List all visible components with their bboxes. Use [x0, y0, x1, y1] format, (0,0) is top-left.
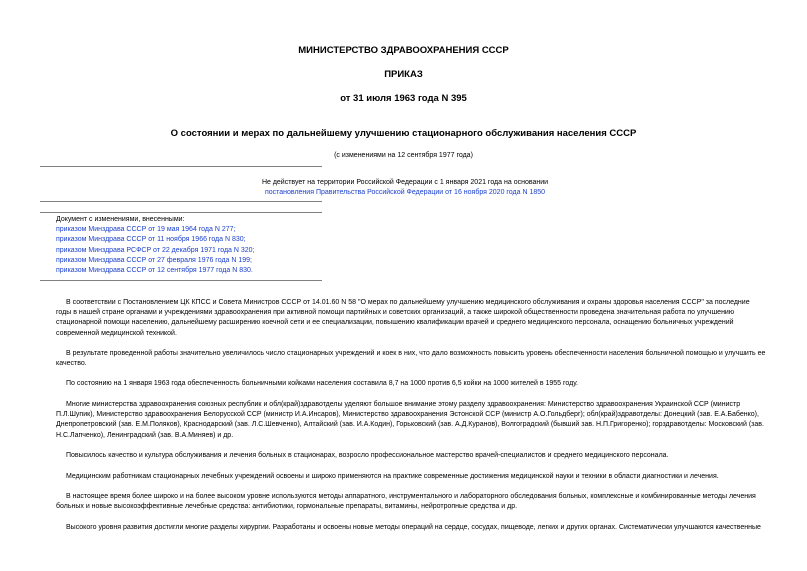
amendment-note: (с изменениями на 12 сентября 1977 года) — [334, 152, 473, 159]
paragraph-line: В соответствии с Постановлением ЦК КПСС и Совета Министров СССР от 14.01.60 N 58 "О мерах по дальнейшему улучшению медицинского обслуживания и охраны здоровья населения СССР" за последние — [66, 299, 750, 306]
document-type: ПРИКАЗ — [384, 69, 423, 80]
paragraph-line: больных и новые высокоэффективные лечебные средства: антибиотики, гормональные препараты, витамины, нейротропные средства и др. — [56, 503, 518, 511]
change-link[interactable]: приказом Минздрава СССР от 11 ноября 1966 года N 830; — [56, 236, 246, 244]
separator-top — [40, 166, 322, 167]
paragraph-line: годы в нашей стране органами и учреждениями здравоохранения при активной помощи партийных и советских организаций, а также широкой общественности проведена значительная работа по улучшению — [56, 309, 735, 317]
change-link[interactable]: приказом Минздрава СССР от 27 февраля 1976 года N 199; — [56, 256, 252, 264]
paragraph-line: Повысилось качество и культура обслуживания и лечения больных в стационарах, возросло профессиональное мастерство врачей-специалистов и среднего медицинского персонала. — [66, 452, 669, 459]
paragraph-line: Н.С.Лапченко), Ленинградский (зав. В.А.Миняев) и др. — [56, 431, 234, 439]
change-link[interactable]: приказом Минздрава РСФСР от 22 декабря 1971 года N 320; — [56, 246, 255, 254]
body-paragraph — [56, 298, 807, 339]
paragraph-line: По состоянию на 1 января 1963 года обеспеченность больничными койками населения составила 8,7 на 1000 против 6,5 койки на 1000 жителей в 1955 году. — [66, 380, 578, 387]
body-paragraph — [56, 349, 807, 369]
document-title: О состоянии и мерах по дальнейшему улучшению стационарного обслуживания населения СССР — [170, 128, 637, 139]
body-paragraph — [56, 492, 807, 512]
separator-changes — [40, 212, 322, 213]
body-paragraph — [56, 523, 807, 533]
separator-middle — [40, 201, 322, 202]
validity-notice — [180, 178, 630, 198]
paragraph-line: Высокого уровня развития достигли многие разделы хирургии. Разработаны и освоены новые методы операций на сердце, сосудах, пищеводе, легких и других органах. Систематически улучшаются качественные — [66, 524, 761, 531]
body-paragraph — [56, 379, 807, 389]
paragraph-line: Днепропетровский (зав. Е.М.Поляков), Краснодарский (зав. Л.С.Шевченко), Алтайский (зав. И.А.Кодин), Горьковский (зав. А.Д.Куранов), Волгоградский (бывший зав. Н.П.Григоренко); горздравотделы: Московский (зав. — [56, 421, 764, 429]
paragraph-line: В настоящее время более широко и на более высоком уровне используются методы аппаратного, инструментального и лабораторного обследования больных, комплексные и комбинированные методы лечения — [66, 493, 756, 500]
ministry-heading: МИНИСТЕРСТВО ЗДРАВООХРАНЕНИЯ СССР — [298, 45, 509, 56]
paragraph-line: качество. — [56, 360, 87, 368]
body-paragraph — [56, 400, 807, 441]
body-paragraph — [56, 451, 807, 461]
changes-list — [56, 215, 316, 276]
paragraph-line: современной медицинской техникой. — [56, 329, 177, 337]
validity-notice-link[interactable]: постановления Правительства Российской Федерации от 16 ноября 2020 года N 1850 — [264, 189, 546, 196]
paragraph-line: Медицинским работникам стационарных лечебных учреждений освоены и широко применяются на практике современные достижения медицинской науки и техники в области диагностики и лечения. — [66, 473, 719, 480]
changes-intro: Документ с изменениями, внесенными: — [56, 216, 185, 223]
document-date-number: от 31 июля 1963 года N 395 — [340, 93, 467, 104]
paragraph-line: В результате проведенной работы значительно увеличилось число стационарных учреждений и коек в них, что дало возможность повысить уровень обеспеченности населения больничной помощью и улучшить ее — [66, 350, 766, 357]
change-link[interactable]: приказом Минздрава СССР от 19 мая 1964 года N 277; — [56, 226, 236, 234]
paragraph-line: стационарной помощи населению, дальнейшему расширению коечной сети и ее специализации, повышению квалификации врачей и среднего медицинского персонала, оснащению больничных учреждений — [56, 319, 734, 327]
paragraph-line: Многие министерства здравоохранения союзных республик и обл(край)здравотделы уделяют большое внимание этому разделу здравоохранения: Министерство здравоохранения Украинской ССР (министр — [66, 401, 741, 408]
paragraph-line: П.Л.Шупик), Министерство здравоохранения Белорусской ССР (министр И.А.Инсаров), Министерство здравоохранения Эстонской ССР (министр А.О.Гольдберг); обл(край)здравотделы: Донецкий (зав. Е.А.Бабенко), — [56, 411, 759, 419]
validity-notice-text: Не действует на территории Российской Федерации с 1 января 2021 года на основании — [261, 179, 549, 186]
body-paragraph — [56, 472, 807, 482]
separator-bottom — [40, 280, 322, 281]
change-link[interactable]: приказом Минздрава СССР от 12 сентября 1977 года N 830. — [56, 267, 253, 275]
